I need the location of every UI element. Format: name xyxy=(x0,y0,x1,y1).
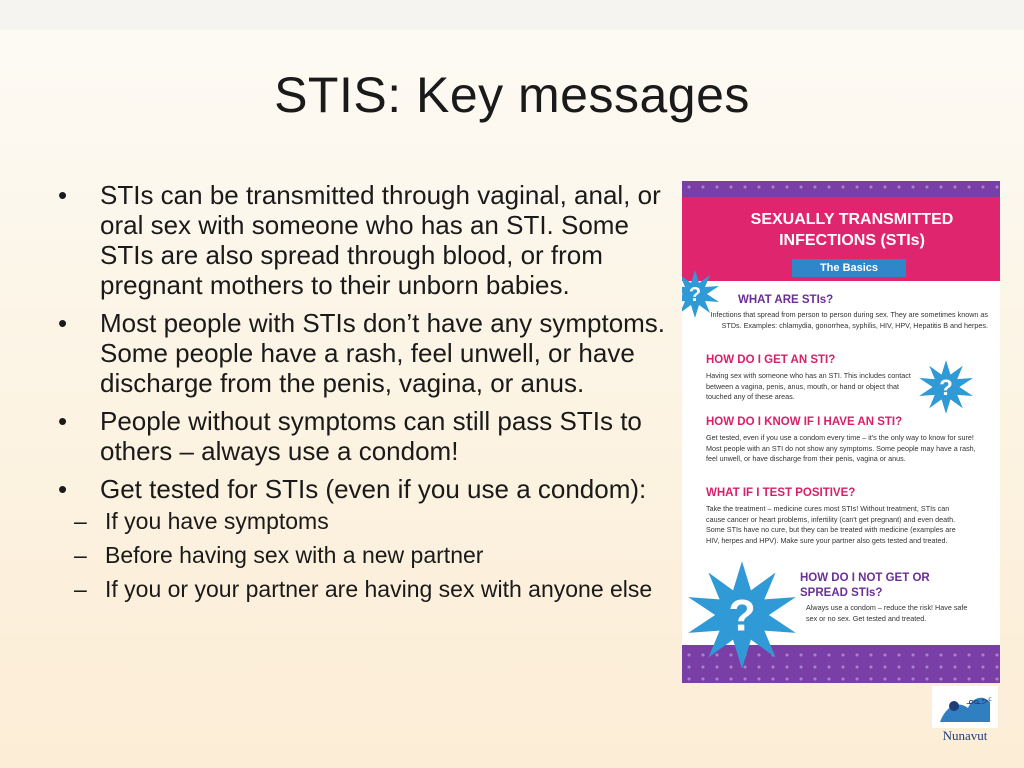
sub-bullet-item: – If you have symptoms xyxy=(74,508,329,534)
nunavut-logo-text: Nunavut xyxy=(942,728,988,743)
sub-bullet-list xyxy=(58,508,678,603)
poster-text: Infections that spread from person to person during sex. They are sometimes known as STDs. Examples: chlamydia, gonorrhea, syphilis, HIV, HPV, Hepatitis B and herpes. xyxy=(710,310,988,330)
poster-basics-label: The Basics xyxy=(792,259,906,277)
poster-heading: WHAT ARE STIs? xyxy=(738,294,834,306)
sub-bullet-item: – Before having sex with a new partner xyxy=(74,542,484,568)
poster-text: Having sex with someone who has an STI. This includes contact between a vagina, penis, anus, mouth, or hand or object that touched any of these areas. xyxy=(706,371,911,402)
bullet-item: • STIs can be transmitted through vaginal, anal, or oral sex with someone who has an STI. Some STIs are also spread through blood, or from pregnant mothers to their unborn babies. xyxy=(58,180,661,300)
poster-heading: HOW DO I KNOW IF I HAVE AN STI? xyxy=(706,416,903,428)
question-burst-icon xyxy=(918,359,974,415)
sti-poster-image xyxy=(682,181,1000,683)
bullet-item: • Most people with STIs don’t have any symptoms. Some people have a rash, feel unwell, or have discharge from the penis, vagina, or anus. xyxy=(58,308,666,398)
bullet-item: • Get tested for STIs (even if you use a condom): xyxy=(58,474,647,504)
slide-title: STIS: Key messages xyxy=(274,67,750,123)
question-burst-icon xyxy=(686,559,798,671)
svg-text:?: ? xyxy=(939,374,953,400)
bullet-item: • People without symptoms can still pass STIs to others – always use a condom! xyxy=(58,406,642,466)
poster-text: Get tested, even if you use a condom every time – it's the only way to know for sure! Most people with an STI do not show any symptoms. Some people may have a rash, feel unwell, or have discharge from their penis, vagina or anus. xyxy=(706,433,976,464)
poster-heading: HOW DO I NOT GET OR SPREAD STIs? xyxy=(800,572,930,599)
poster-text: Take the treatment – medicine cures most STIs! Without treatment, STIs can cause cancer or heart problems, infertility (can't get pregnant) and even death. Some STIs have no cure, but they can be treated with medicine (examples are HIV, herpes and HPV). Make sure your partner also gets tested and treated. xyxy=(706,504,956,545)
bullet-list xyxy=(58,180,678,610)
svg-text:ᓄᓇᕗᑦ: ᓄᓇᕗᑦ xyxy=(966,697,992,707)
poster-content xyxy=(682,197,1000,645)
poster-title: SEXUALLY TRANSMITTED INFECTIONS (STIs) xyxy=(750,211,954,249)
poster-heading: WHAT IF I TEST POSITIVE? xyxy=(706,487,856,499)
poster-header xyxy=(682,197,1000,281)
top-band xyxy=(0,0,1024,30)
poster-text: Always use a condom – reduce the risk! Have safe sex or no sex. Get tested and treated. xyxy=(806,603,968,623)
svg-text:?: ? xyxy=(728,590,756,641)
svg-text:?: ? xyxy=(688,284,702,306)
poster-heading: HOW DO I GET AN STI? xyxy=(706,354,836,366)
sub-bullet-item: – If you or your partner are having sex with anyone else xyxy=(74,576,653,602)
